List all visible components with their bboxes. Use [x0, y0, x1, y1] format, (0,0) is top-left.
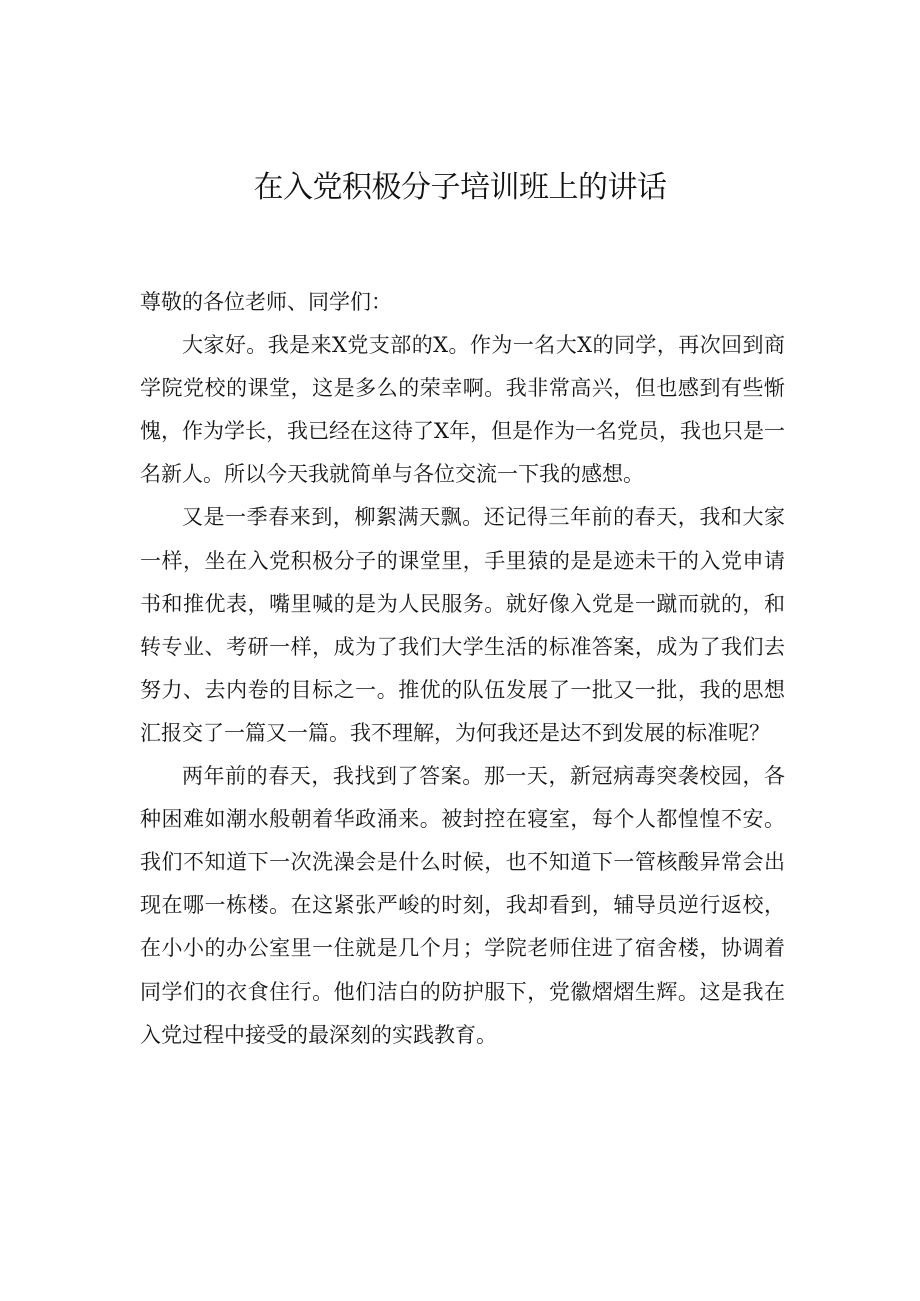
document-title: 在入党积极分子培训班上的讲话 — [253, 170, 667, 205]
paragraph-introduction: 大家好。我是来X党支部的X。作为一名大X的同学，再次回到商学院党校的课堂，这是多么的荣幸啊。我非常高兴，但也感到有些惭愧，作为学长，我已经在这待了X年，但是作为一名党员，我也只是一名新人。所以今天我就简单与各位交流一下我的感想。 — [140, 333, 785, 487]
speech-body — [140, 281, 785, 1057]
paragraph-answer-found: 两年前的春天，我找到了答案。那一天，新冠病毒突袭校园，各种困难如潮水般朝着华政涌来。被封控在寝室，每个人都惶惶不安。我们不知道下一次洗澡会是什么时候，也不知道下一管核酸异常会出现在哪一栋楼。在这紧张严峻的时刻，我却看到，辅导员逆行返校，在小小的办公室里一住就是几个月；学院老师住进了宿舍楼，协调着同学们的衣食住行。他们洁白的防护服下，党徽熠熠生辉。这是我在入党过程中接受的最深刻的实践教育。 — [140, 764, 785, 1047]
paragraph-spring-memory: 又是一季春来到，柳絮满天飘。还记得三年前的春天，我和大家一样，坐在入党积极分子的课堂里，手里猿的是是迹未干的入党申请书和推优表，嘴里喊的是为人民服务。就好像入党是一蹴而就的，和转专业、考研一样，成为了我们大学生活的标准答案，成为了我们去努力、去内卷的目标之一。推优的队伍发展了一批又一批，我的思想汇报交了一篇又一篇。我不理解，为何我还是达不到发展的标准呢？ — [140, 505, 785, 745]
salutation: 尊敬的各位老师、同学们： — [140, 290, 392, 314]
